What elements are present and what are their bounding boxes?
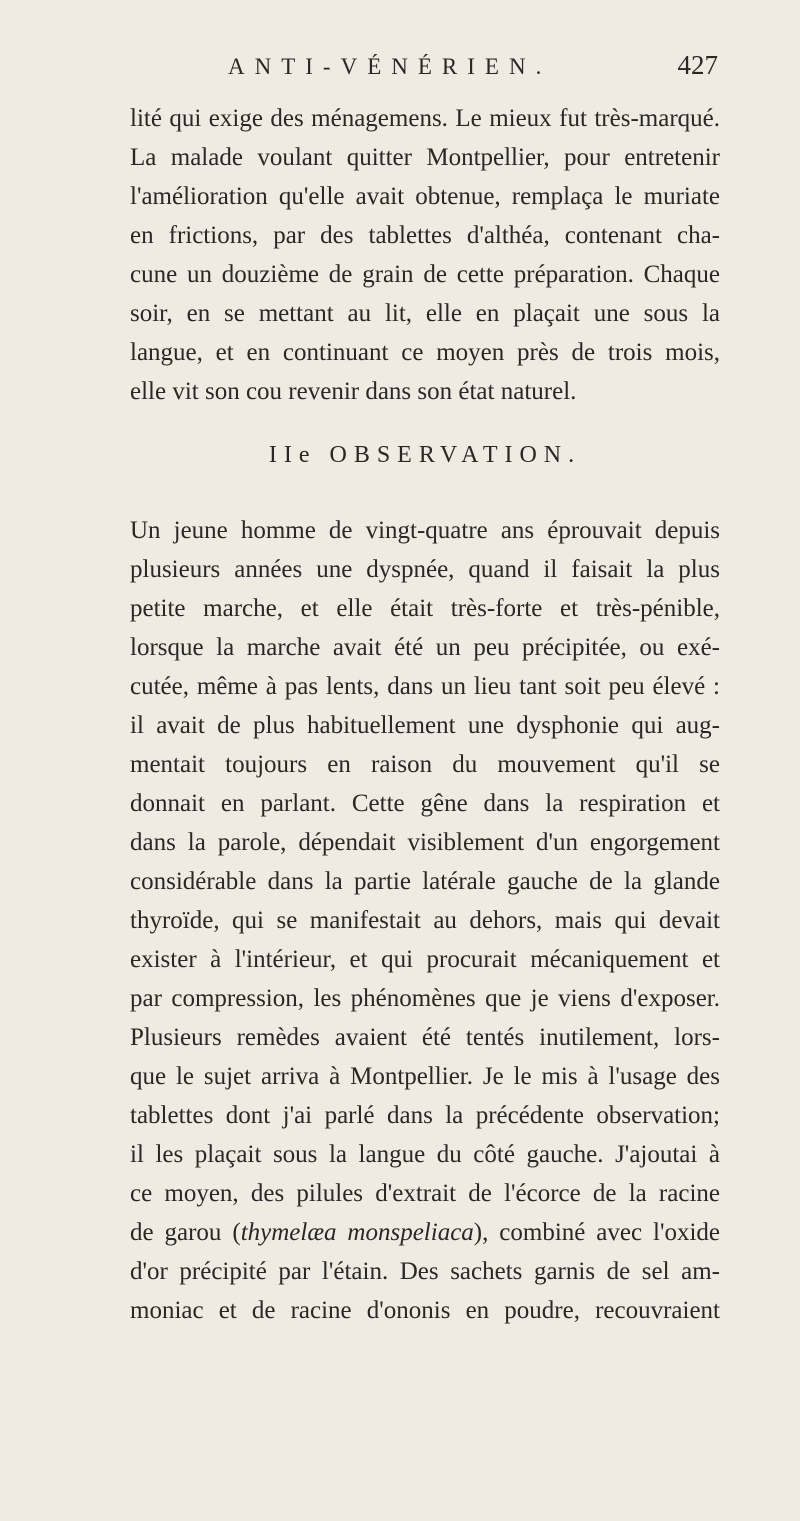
text-line: lité qui exige des ménagemens. Le mieux fut très-marqué.	[130, 105, 720, 132]
text-line: lorsque la marche avait été un peu précipitée, ou exé-	[130, 634, 720, 661]
text-line: thyroïde, qui se manifestait au dehors, mais qui devait	[130, 907, 720, 934]
text-line: il les plaçait sous la langue du côté gauche. J'ajoutai à	[130, 1141, 720, 1168]
paragraph-1	[130, 99, 720, 411]
text-line: mentait toujours en raison du mouvement qu'il se	[130, 751, 720, 778]
text-line: tablettes dont j'ai parlé dans la précédente observation;	[130, 1102, 720, 1129]
latin-plant-name: thymelæa monspeliaca	[240, 1219, 474, 1246]
text-line: cune un douzième de grain de cette préparation. Chaque	[130, 261, 720, 288]
paragraph-2	[130, 511, 720, 1330]
text-line: en frictions, par des tablettes d'althéa, contenant cha-	[130, 222, 720, 249]
text-line: moniac et de racine d'ononis en poudre, recouvraient	[130, 1297, 720, 1324]
text-fragment: ), combiné avec l'oxide	[473, 1219, 720, 1246]
page-number: 427	[677, 50, 718, 80]
text-line: d'or précipité par l'étain. Des sachets garnis de sel am-	[130, 1258, 720, 1285]
text-line: donnait en parlant. Cette gêne dans la respiration et	[130, 790, 720, 817]
text-line: dans la parole, dépendait visiblement d'un engorgement	[130, 829, 720, 856]
text-fragment: de garou (	[130, 1219, 241, 1246]
text-line: plusieurs années une dyspnée, quand il faisait la plus	[130, 556, 720, 583]
text-line: soir, en se mettant au lit, elle en plaçait une sous la	[130, 300, 720, 327]
text-line: considérable dans la partie latérale gauche de la glande	[130, 868, 720, 895]
body-text	[130, 99, 720, 1330]
text-line: l'amélioration qu'elle avait obtenue, remplaça le muriate	[130, 183, 720, 210]
text-line: que le sujet arriva à Montpellier. Je le mis à l'usage des	[130, 1063, 720, 1090]
text-line: Plusieurs remèdes avaient été tentés inutilement, lors-	[130, 1024, 720, 1051]
text-line: petite marche, et elle était très-forte et très-pénible,	[130, 595, 720, 622]
text-line-with-latin-name	[130, 1213, 720, 1252]
text-line: ce moyen, des pilules d'extrait de l'écorce de la racine	[130, 1180, 720, 1207]
text-line: il avait de plus habituellement une dysphonie qui aug-	[130, 712, 720, 739]
running-head	[228, 48, 718, 88]
running-title: ANTI-VÉNÉRIEN.	[228, 54, 552, 79]
text-line: cutée, même à pas lents, dans un lieu tant soit peu élevé :	[130, 673, 720, 700]
text-line: par compression, les phénomènes que je viens d'exposer.	[130, 985, 720, 1012]
text-line: langue, et en continuant ce moyen près de trois mois,	[130, 339, 720, 366]
text-line: exister à l'intérieur, et qui procurait mécaniquement et	[130, 946, 720, 973]
text-line: La malade voulant quitter Montpellier, pour entretenir	[130, 144, 720, 171]
section-heading: IIe OBSERVATION.	[268, 442, 582, 468]
text-line: elle vit son cou revenir dans son état naturel.	[130, 378, 577, 405]
text-line: Un jeune homme de vingt-quatre ans éprouvait depuis	[130, 517, 720, 544]
